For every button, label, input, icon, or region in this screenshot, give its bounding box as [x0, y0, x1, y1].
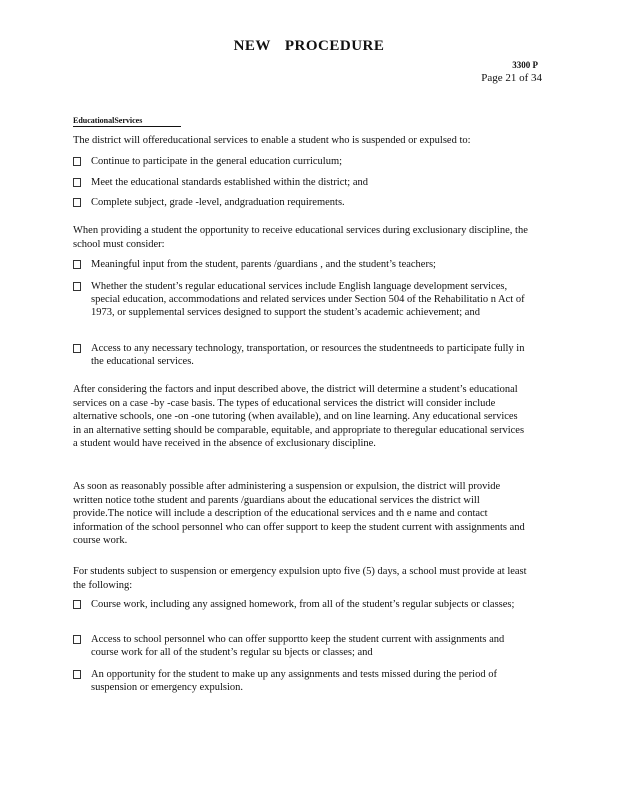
section-heading: EducationalServices [73, 116, 181, 127]
intro-paragraph: The district will offereducational services to enable a student who is suspended or expulsed to: [73, 135, 471, 146]
bullet-box-icon [73, 600, 81, 609]
bullet-box-icon [73, 157, 81, 166]
bullet-box-icon [73, 260, 81, 269]
bullet-box-icon [73, 635, 81, 644]
document-page: NEW PROCEDURE 3300 P Page 21 of 34 EducationalServices The district will offereducational services to enable a student who is suspended or expulsed to: Continue to participate in the general education curriculum; Meet the educational standards established within the district; and Complete subject, grade -level, andgraduation requirements. When providing a student the opportunity to receive educational services during exclusionary discipline, the school must consider: Meaningful input from the student, parents /guardians , and the student’s teachers; Whether the student’s regular educational services include English language development services, special education, accommodations and related services under Section 504 of the Rehabilitatio n Act of 1973, or supplemental services designed to support the student’s academic achievement; and Access to any necessary technology, transportation, or resources the studentneeds to participate fully in the educational services. After considering the factors and input described above, the district will determine a student’s educational services on a case -by -case basis. The types of educational services the district will consider include alternative schools, one -on -one tutoring (when available), and on line learning. Any educational services in an alternative setting should be comparable, equitable, and appropriate to theregular educational services a student would have received in the absence of exclusionary discipline. As soon as reasonably possible after administering a suspension or expulsion, the district will provide written notice tothe student and parents /guardians about the educational services the district will provide.The notice will include a description of the educational services and th e name and contact information of the school personnel who can offer support to keep the student current with assignments and course work. For students subject to suspension or emergency expulsion upto five (5) days, a school must provide at least the following: Course work, including any assigned homework, from all of the student’s regular subjects or classes; Access to school personnel who can offer supportto keep the student current with assignments and course work for all of the student’s regular su bjects or classes; and An opportunity for the student to make up any assignments and tests missed during the period of suspension or emergency expulsion. [0, 0, 618, 800]
consider-paragraph: When providing a student the opportunity to receive educational services during exclusionary discipline, the school must consider: [73, 225, 528, 250]
page-number: Page 21 of 34 [481, 72, 542, 84]
bullet-box-icon [73, 344, 81, 353]
procedure-code: 3300 P [512, 60, 538, 70]
bullet-box-icon [73, 282, 81, 291]
suspension-paragraph: For students subject to suspension or emergency expulsion upto five (5) days, a school must provide at least the following: [73, 566, 527, 591]
determination-paragraph: After considering the factors and input described above, the district will determine a student’s educational services on a case -by -case basis. The types of educational services the district will consider include alternative schools, one -on -one tutoring (when available), and on line learning. Any educational services in an alternative setting should be comparable, equitable, and appropriate to theregular educational services a student would have received in the absence of exclusionary discipline. [73, 384, 525, 449]
page-title: NEW PROCEDURE [233, 38, 385, 54]
notice-paragraph: As soon as reasonably possible after administering a suspension or expulsion, the district will provide written notice tothe student and parents /guardians about the educational services the district will provide.The notice will include a description of the educational services and th e name and contact information of the school personnel who can offer support to keep the student current with assignments and course work. [73, 481, 525, 546]
bullet-box-icon [73, 670, 81, 679]
bullet-box-icon [73, 178, 81, 187]
bullet-box-icon [73, 198, 81, 207]
